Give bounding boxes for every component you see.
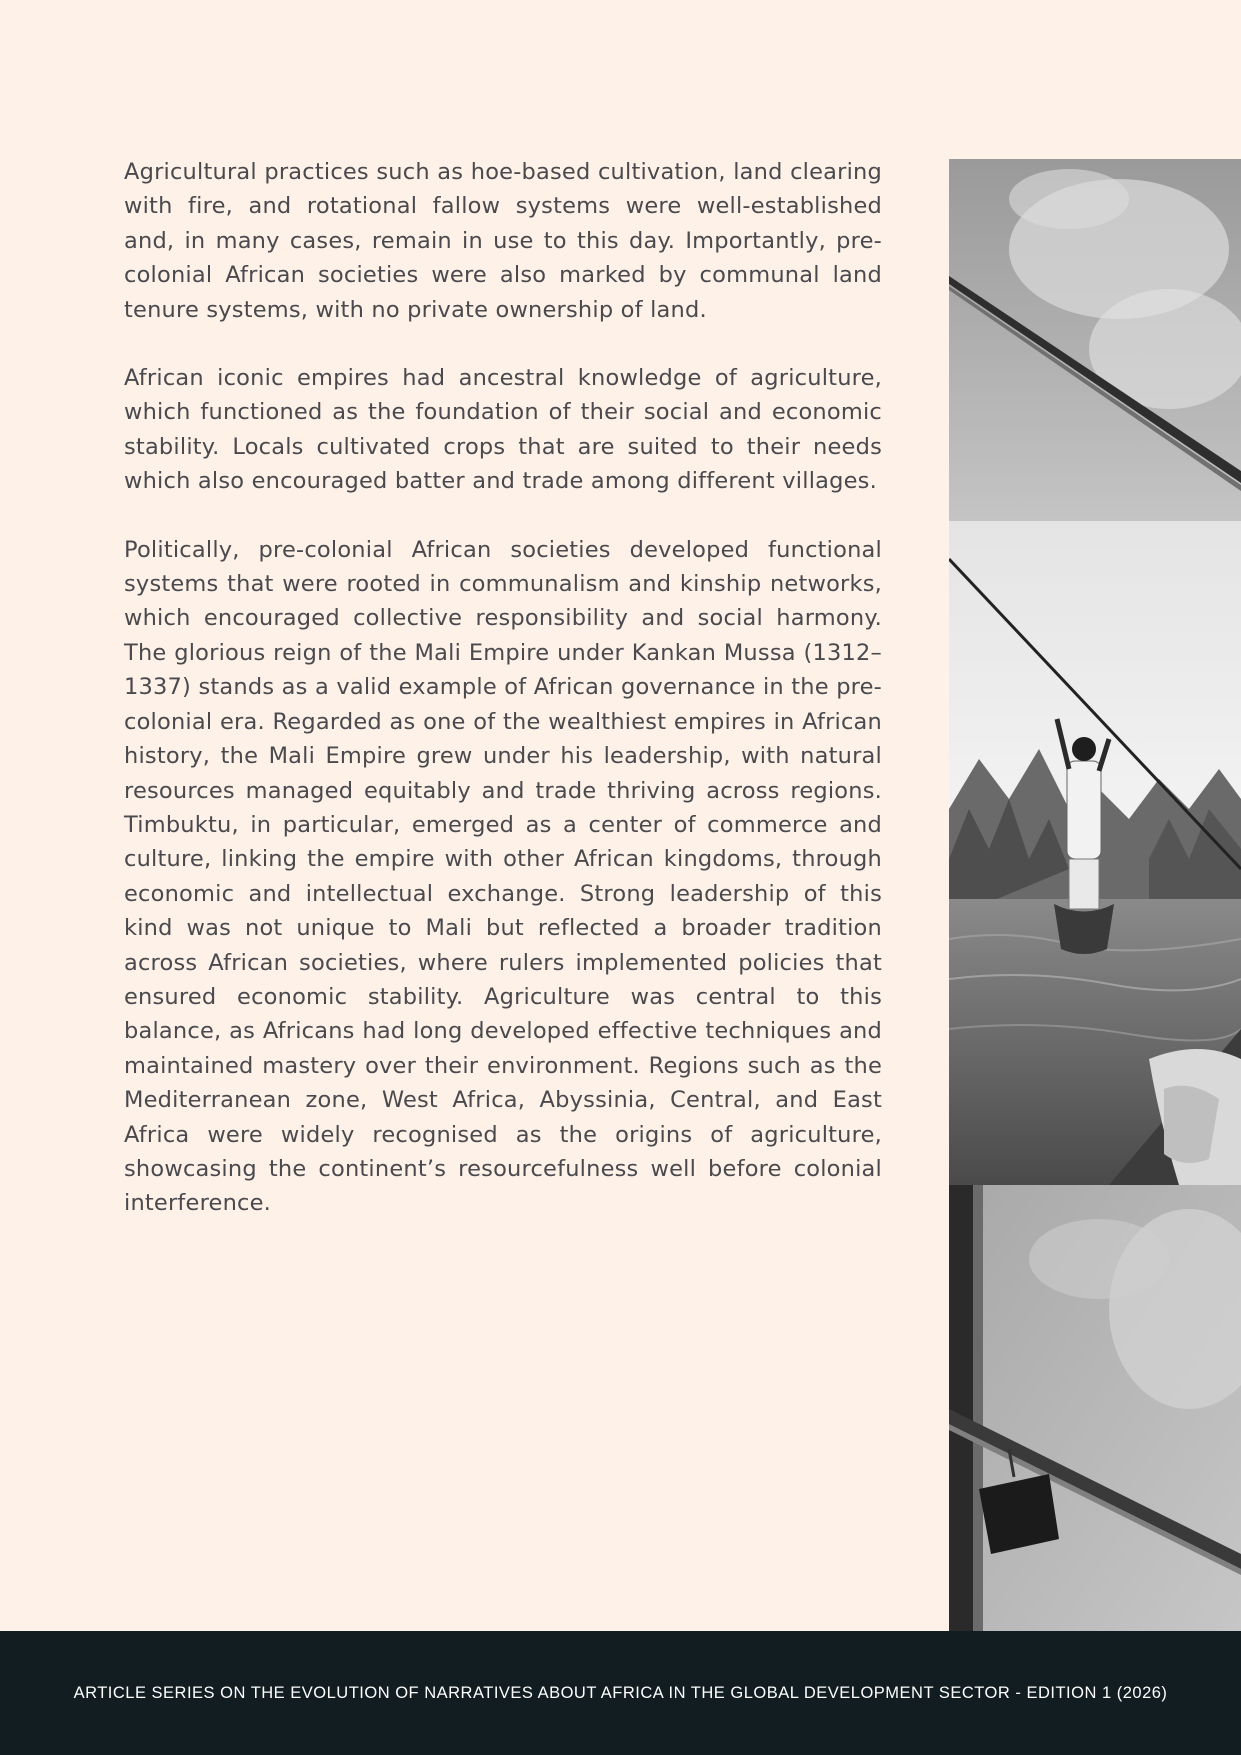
article-body [124, 155, 882, 1255]
boatman-photo [949, 521, 1241, 1185]
paragraph-political-systems: Politically, pre-colonial African societies developed functional systems that were rooted in communalism and kinship networks, which encouraged collective responsibility and social harmony. The glorious reign of the Mali Empire under Kankan Mussa (1312–1337) stands as a valid example of African governance in the pre-colonial era. Regarded as one of the wealthiest empires in African history, the Mali Empire grew under his leadership, with natural resources managed equitably and trade thriving across regions. Timbuktu, in particular, emerged as a center of commerce and culture, linking the empire with other African kingdoms, through economic and intellectual exchange. Strong leadership of this kind was not unique to Mali but reflected a broader tradition across African societies, where rulers implemented policies that ensured economic stability. Agriculture was central to this balance, as Africans had long developed effective techniques and maintained mastery over their environment. Regions such as the Mediterranean zone, West Africa, Abyssinia, Central, and East Africa were widely recognised as the origins of agriculture, showcasing the continent’s resourcefulness well before colonial interference. [124, 536, 882, 1217]
page-footer [0, 1631, 1241, 1755]
sky-pole-photo-top [949, 159, 1241, 521]
paragraph-agricultural-practices: Agricultural practices such as hoe-based cultivation, land clearing with fire, and rotational fallow systems were well-established and, in many cases, remain in use to this day. Importantly, pre-colonial African societies were also marked by communal land tenure systems, with no private ownership of land. [124, 159, 882, 323]
sky-frame-photo-bottom [949, 1185, 1241, 1631]
paragraph-iconic-empires: African iconic empires had ancestral knowledge of agriculture, which functioned as the foundation of their social and economic stability. Locals cultivated crops that are suited to their needs which also encouraged batter and trade among different villages. [124, 365, 882, 495]
footer-series-title: ARTICLE SERIES ON THE EVOLUTION OF NARRATIVES ABOUT AFRICA IN THE GLOBAL DEVELOPMENT SECTOR - EDITION 1 (2026) [73, 1683, 1168, 1702]
photo-collage [949, 159, 1241, 1631]
